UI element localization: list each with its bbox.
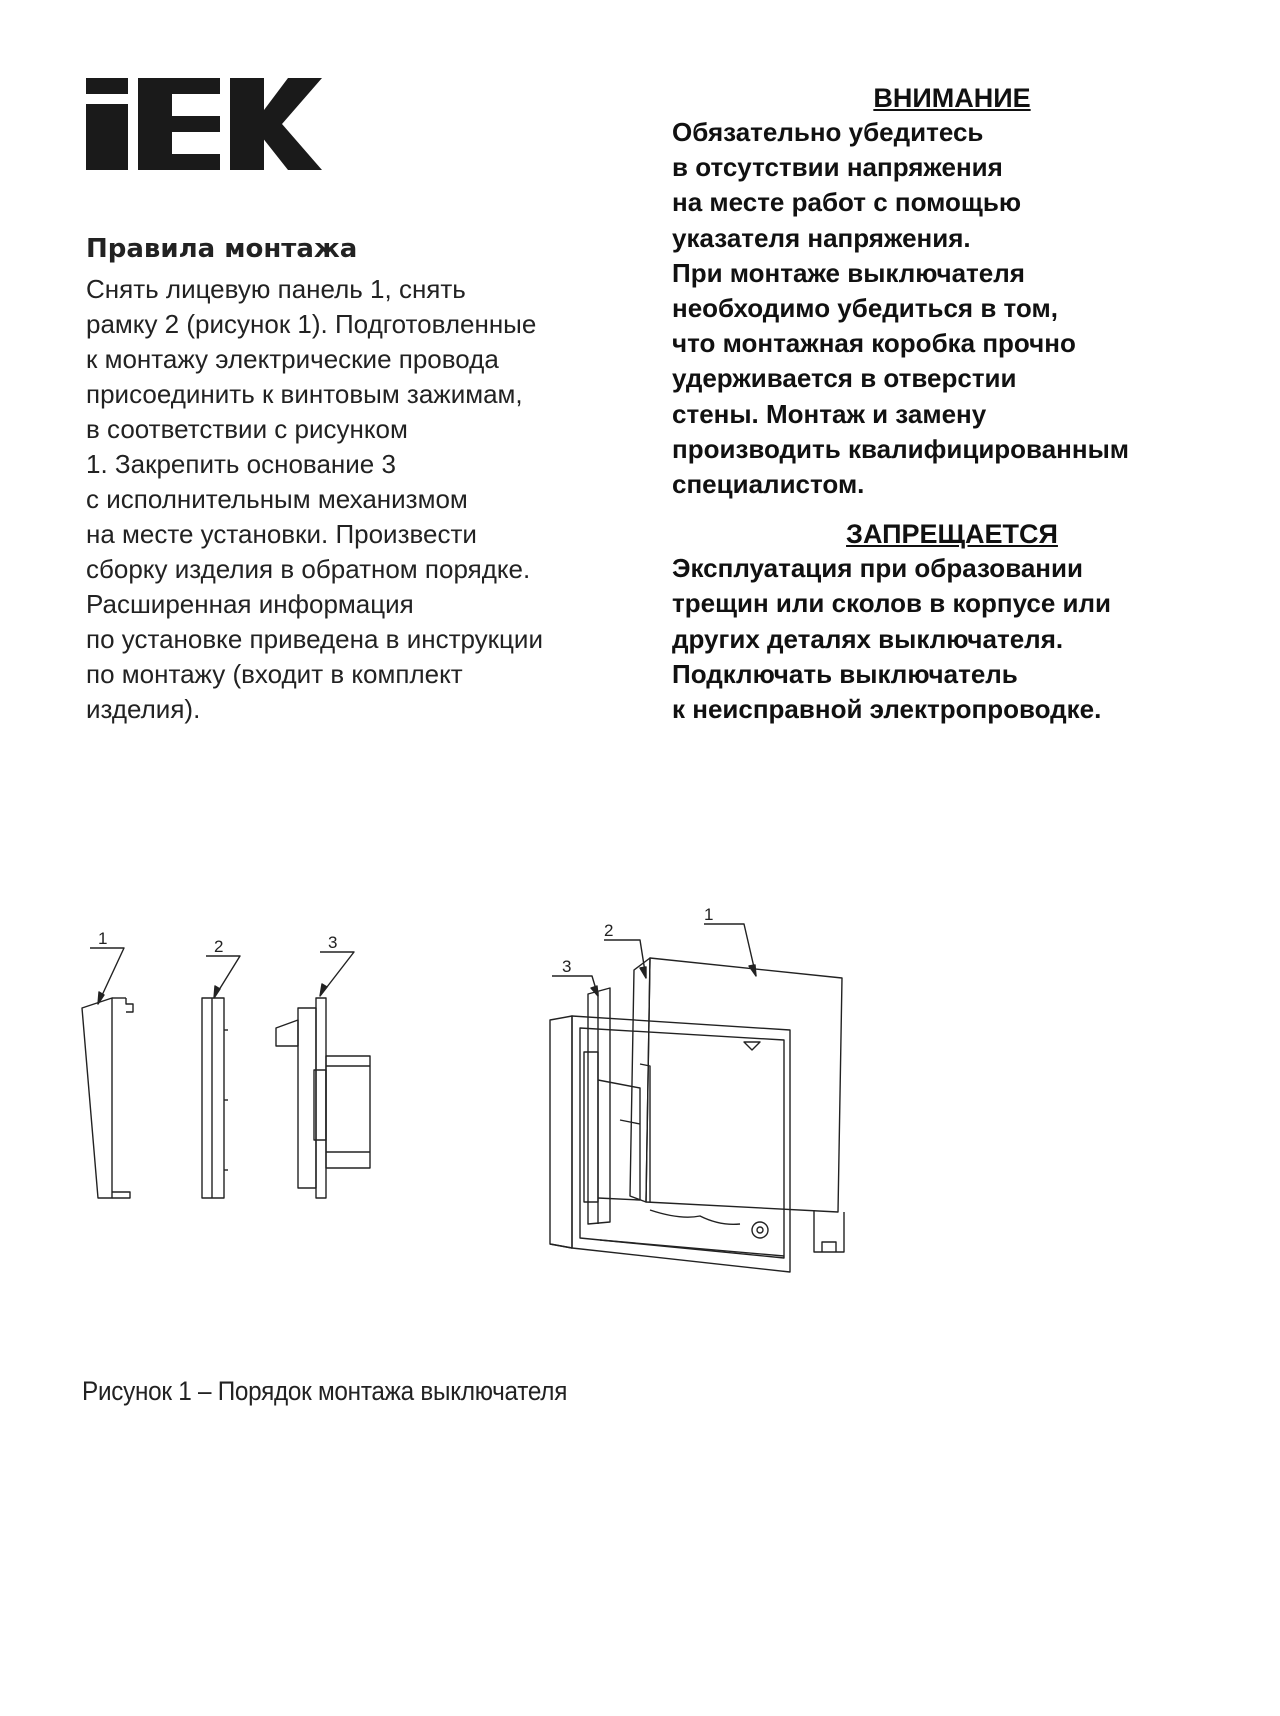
text-line: При монтаже выключателя xyxy=(672,257,1025,288)
side-view-frame xyxy=(202,998,228,1198)
text-line: Обязательно убедитесь xyxy=(672,117,984,147)
mounting-rules xyxy=(86,232,646,727)
text-line: что монтажная коробка прочно xyxy=(672,328,1076,359)
mounting-rules-text xyxy=(86,272,646,727)
side-view-base xyxy=(276,998,370,1198)
prohibited-title: ЗАПРЕЩАЕТСЯ xyxy=(846,519,1058,550)
callout-label: 2 xyxy=(214,937,224,956)
text-line: Расширенная информация xyxy=(86,589,414,619)
callout-label: 3 xyxy=(562,957,572,976)
text-line: Снять лицевую панель 1, снять xyxy=(86,274,466,304)
text-line: Эксплуатация при образовании xyxy=(672,553,1083,584)
side-view-panel xyxy=(82,998,133,1198)
attention-title: ВНИМАНИЕ xyxy=(873,83,1031,113)
text-line: специалистом. xyxy=(672,469,865,500)
iso-callouts xyxy=(552,924,756,996)
callout-label: 1 xyxy=(704,905,714,924)
text-line: Подключать выключатель xyxy=(672,658,1018,689)
text-line: изделия). xyxy=(86,694,201,724)
warnings xyxy=(672,82,1232,727)
text-line: указателя напряжения. xyxy=(672,222,971,253)
callout-label: 1 xyxy=(98,929,108,948)
side-callouts xyxy=(90,948,354,1004)
callout-label: 3 xyxy=(328,933,338,952)
text-line: по монтажу (входит в комплект xyxy=(86,659,463,689)
text-line: в соответствии с рисунком xyxy=(86,414,408,444)
isometric-frame xyxy=(588,988,610,1224)
text-line: производить квалифицированным xyxy=(672,433,1130,464)
text-line: 1. Закрепить основание 3 xyxy=(86,449,396,479)
text-line: на месте установки. Произвести xyxy=(86,519,477,549)
mounting-rules-title: Правила монтажа xyxy=(86,234,358,264)
iek-logo xyxy=(86,78,322,170)
text-line: необходимо убедиться в том, xyxy=(672,293,1058,324)
text-line: трещин или сколов в корпусе или xyxy=(672,588,1112,619)
text-line: в отсутствии напряжения xyxy=(672,152,1003,183)
attention-text xyxy=(672,115,1232,502)
callout-label: 2 xyxy=(604,921,614,940)
text-line: на месте работ с помощью xyxy=(672,187,1022,218)
text-line: рамку 2 (рисунок 1). Подготовленные xyxy=(86,309,537,339)
figure-caption: Рисунок 1 – Порядок монтажа выключателя xyxy=(82,1376,568,1406)
text-line: присоединить к винтовым зажимам, xyxy=(86,379,523,409)
assembly-figure xyxy=(0,880,1280,1300)
isometric-base xyxy=(550,1016,790,1272)
text-line: к монтажу электрические провода xyxy=(86,344,499,374)
text-line: по установке приведена в инструкции xyxy=(86,624,543,654)
text-line: сборку изделия в обратном порядке. xyxy=(86,554,531,584)
text-line: других деталях выключателя. xyxy=(672,623,1064,654)
prohibited-text xyxy=(672,551,1232,727)
isometric-panel xyxy=(630,958,844,1252)
text-line: к неисправной электропроводке. xyxy=(672,694,1102,725)
text-line: удерживается в отверстии xyxy=(672,363,1017,394)
text-line: стены. Монтаж и замену xyxy=(672,398,987,429)
text-line: с исполнительным механизмом xyxy=(86,484,468,514)
